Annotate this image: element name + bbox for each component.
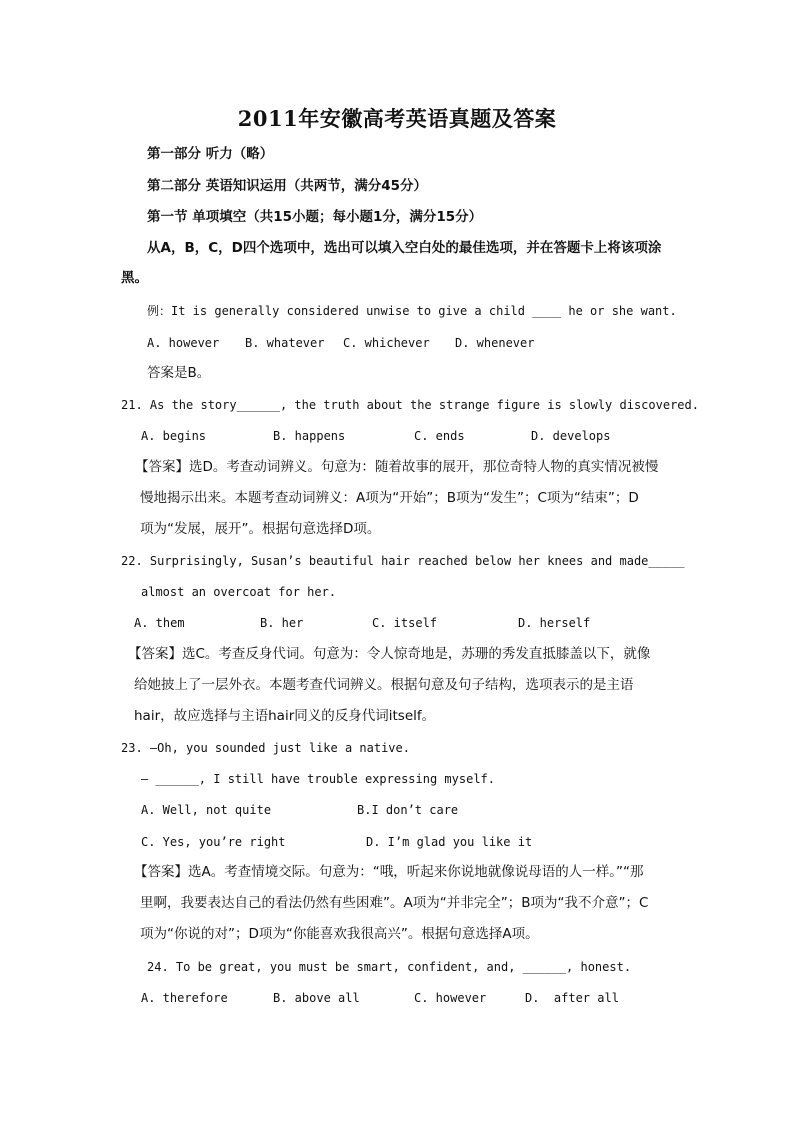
example-answer: 答案是B。 (147, 365, 211, 381)
q22-question-line-1: 22. Surprisingly, Susan’s beautiful hair reached below her knees and made_____ (121, 554, 685, 568)
q21-question: 21. As the story______, the truth about the strange figure is slowly discovered. (121, 398, 699, 412)
q23-option-b: B.I don’t care (357, 803, 459, 817)
q21-option-d: D. develops (531, 429, 611, 443)
example-option-b: B. whatever (245, 336, 325, 350)
q23-question-line-2: — ______, I still have trouble expressing myself. (141, 772, 496, 786)
q21-explanation-line-2: 慢地揭示出来。本题考查动词辨义：A项为“开始”；B项为“发生”；C项为“结束”；D (140, 490, 639, 506)
example-option-c: C. whichever (343, 336, 430, 350)
example-question: 例：It is generally considered unwise to give a child ____ he or she want. (147, 304, 677, 318)
q22-explanation-line-1: 【答案】选C。考查反身代词。句意为：令人惊奇地是，苏珊的秀发直抵膝盖以下，就像 (128, 646, 651, 662)
q22-option-d: D. herself (518, 616, 591, 630)
q21-explanation-line-1: 【答案】选D。考查动词辨义。句意为：随着故事的展开，那位奇特人物的真实情况被慢 (135, 459, 659, 475)
q22-explanation-line-2: 给她披上了一层外衣。本题考查代词辨义。根据句意及句子结构，选项表示的是主语 (134, 677, 634, 693)
q23-explanation-line-1: 【答案】选A。考查情境交际。句意为：“哦，听起来你说地就像说母语的人一样。”“那 (134, 864, 644, 880)
instruction-line-2: 黑。 (121, 270, 148, 286)
q21-option-a: A. begins (141, 429, 207, 443)
q21-explanation-line-3: 项为“发展，展开”。根据句意选择D项。 (140, 521, 381, 537)
example-option-d: D. whenever (455, 336, 535, 350)
page-title: 2011年安徽高考英语真题及答案 (237, 106, 557, 131)
q21-option-b: B. happens (273, 429, 346, 443)
q23-question-line-1: 23. —Oh, you sounded just like a native. (121, 741, 410, 755)
q22-option-b: B. her (260, 616, 304, 630)
q23-explanation-line-3: 项为“你说的对”；D项为“你能喜欢我很高兴”。根据句意选择A项。 (140, 926, 539, 942)
instruction-line-1: 从A，B，C，D四个选项中，选出可以填入空白处的最佳选项，并在答题卡上将该项涂 (147, 240, 662, 256)
q23-explanation-line-2: 里啊，我要表达自己的看法仍然有些困难”。A项为“并非完全”；B项为“我不介意”；C (140, 895, 649, 911)
q22-question-line-2: almost an overcoat for her. (141, 585, 337, 599)
q24-question: 24. To be great, you must be smart, confident, and, ______, honest. (147, 960, 632, 974)
q22-option-c: C. itself (372, 616, 438, 630)
q23-option-a: A. Well, not quite (141, 803, 272, 817)
q24-option-b: B. above all (273, 991, 360, 1005)
q23-option-d: D. I’m glad you like it (366, 835, 533, 849)
q21-option-c: C. ends (414, 429, 465, 443)
q22-explanation-line-3: hair，故应选择与主语hair同义的反身代词itself。 (134, 708, 436, 724)
q24-option-a: A. therefore (141, 991, 228, 1005)
example-option-a: A. however (147, 336, 220, 350)
q24-option-c: C. however (414, 991, 487, 1005)
section1-heading: 第一节 单项填空（共15小题；每小题1分，满分15分） (147, 209, 483, 225)
part1-heading: 第一部分 听力（略） (147, 146, 274, 162)
q22-option-a: A. them (134, 616, 185, 630)
q24-option-d: D. after all (525, 991, 619, 1005)
q23-option-c: C. Yes, you’re right (141, 835, 286, 849)
part2-heading: 第二部分 英语知识运用（共两节，满分45分） (147, 178, 427, 194)
